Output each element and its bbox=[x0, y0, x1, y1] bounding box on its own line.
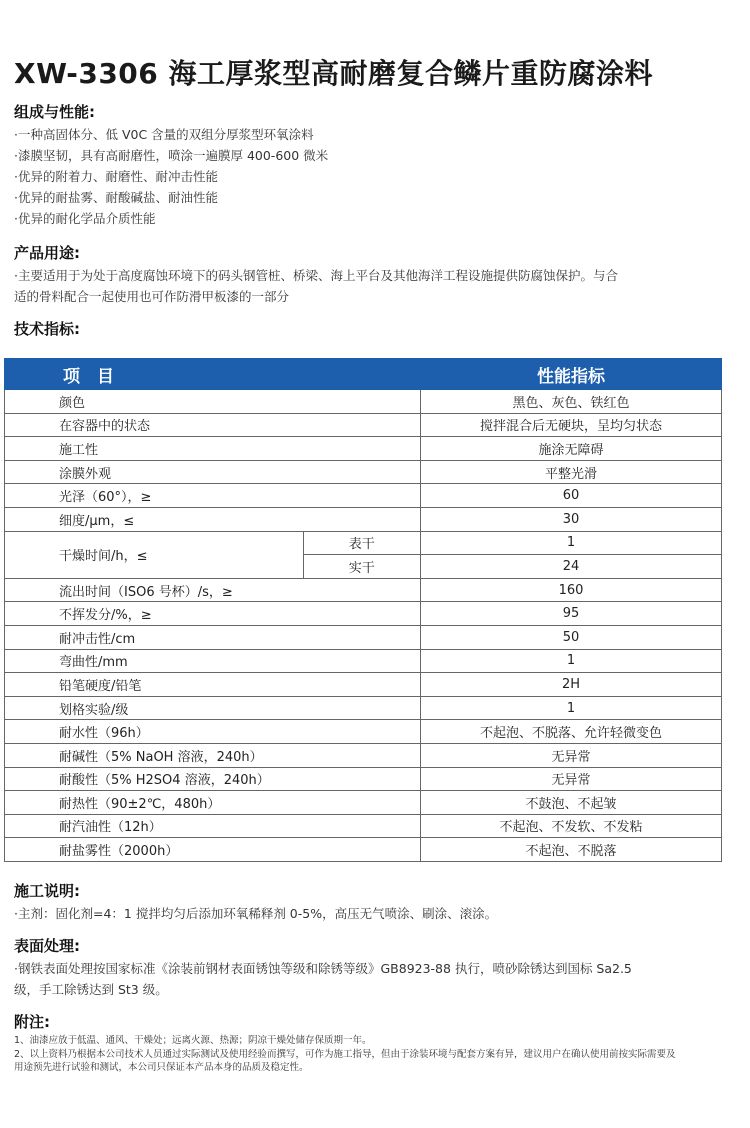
value-cell: 不起泡、不脱落 bbox=[421, 838, 722, 862]
value-cell: 1 bbox=[421, 696, 722, 720]
usage-line: ·主要适用于为处于高度腐蚀环境下的码头钢管桩、桥梁、海上平台及其他海洋工程设施提供防腐蚀保护。与合 bbox=[14, 268, 618, 283]
value-cell: 1 bbox=[421, 531, 722, 555]
value-cell: 施涂无障碍 bbox=[421, 437, 722, 461]
notes-text bbox=[14, 1034, 734, 1075]
notes-heading: 附注: bbox=[14, 1013, 50, 1031]
value-cell: 搅拌混合后无硬块，呈均匀状态 bbox=[421, 413, 722, 437]
table-row bbox=[5, 649, 722, 673]
application-text bbox=[14, 903, 497, 924]
table-row bbox=[5, 743, 722, 767]
item-cell: 细度/μm，≤ bbox=[5, 507, 421, 531]
table-row bbox=[5, 484, 722, 508]
item-cell: 耐水性（96h） bbox=[5, 720, 421, 744]
value-cell: 160 bbox=[421, 578, 722, 602]
value-cell: 60 bbox=[421, 484, 722, 508]
note-line: 2、以上资料乃根据本公司技术人员通过实际测试及使用经验而撰写，可作为施工指导，但由于涂装环境与配套方案有异，建议用户在确认使用前按实际需要及 bbox=[14, 1048, 676, 1060]
application-heading: 施工说明: bbox=[14, 882, 80, 900]
application-line: ·主剂：固化剂=4：1 搅拌均匀后添加环氧稀释剂 0-5%，高压无气喷涂、刷涂、滚涂。 bbox=[14, 906, 498, 921]
table-row bbox=[5, 437, 722, 461]
surface-text bbox=[14, 958, 632, 1000]
usage-heading: 产品用途: bbox=[14, 244, 80, 262]
item-cell: 耐碱性（5% NaOH 溶液，240h） bbox=[5, 743, 421, 767]
list-item: ·优异的耐化学品介质性能 bbox=[14, 211, 156, 226]
spec-heading: 技术指标: bbox=[14, 320, 80, 338]
item-cell: 涂膜外观 bbox=[5, 460, 421, 484]
table-row bbox=[5, 720, 722, 744]
value-cell: 不鼓泡、不起皱 bbox=[421, 791, 722, 815]
value-cell: 黑色、灰色、铁红色 bbox=[421, 390, 722, 414]
table-row bbox=[5, 673, 722, 697]
table-row bbox=[5, 767, 722, 791]
value-cell: 95 bbox=[421, 602, 722, 626]
column-header-item: 项 目 bbox=[5, 359, 421, 390]
value-cell: 无异常 bbox=[421, 743, 722, 767]
value-cell: 24 bbox=[421, 555, 722, 579]
item-cell: 在容器中的状态 bbox=[5, 413, 421, 437]
spec-table bbox=[4, 358, 722, 862]
table-row bbox=[5, 602, 722, 626]
column-header-value: 性能指标 bbox=[421, 359, 722, 390]
item-cell: 弯曲性/mm bbox=[5, 649, 421, 673]
table-row bbox=[5, 413, 722, 437]
table-row bbox=[5, 531, 722, 555]
item-cell: 划格实验/级 bbox=[5, 696, 421, 720]
value-cell: 不起泡、不脱落、允许轻微变色 bbox=[421, 720, 722, 744]
page-title: XW-3306 海工厚浆型高耐磨复合鳞片重防腐涂料 bbox=[14, 57, 654, 90]
item-cell: 耐汽油性（12h） bbox=[5, 814, 421, 838]
list-item: ·漆膜坚韧，具有高耐磨性，喷涂一遍膜厚 400-600 微米 bbox=[14, 148, 329, 163]
usage-text bbox=[14, 265, 618, 307]
surface-line: 级，手工除锈达到 St3 级。 bbox=[14, 982, 168, 997]
usage-line: 适的骨料配合一起使用也可作防滑甲板漆的一部分 bbox=[14, 289, 290, 304]
item-cell: 耐热性（90±2℃，480h） bbox=[5, 791, 421, 815]
value-cell: 30 bbox=[421, 507, 722, 531]
table-row bbox=[5, 390, 722, 414]
table-header-row bbox=[5, 359, 722, 390]
surface-line: ·钢铁表面处理按国家标准《涂装前钢材表面锈蚀等级和除锈等级》GB8923-88 执行，喷砂除锈达到国标 Sa2.5 bbox=[14, 961, 632, 976]
item-cell: 施工性 bbox=[5, 437, 421, 461]
note-line: 用途预先进行试验和测试，本公司只保证本产品本身的品质及稳定性。 bbox=[14, 1062, 309, 1073]
item-cell: 铅笔硬度/铅笔 bbox=[5, 673, 421, 697]
table-row bbox=[5, 507, 722, 531]
item-cell: 光泽（60°），≥ bbox=[5, 484, 421, 508]
value-cell: 无异常 bbox=[421, 767, 722, 791]
value-cell: 不起泡、不发软、不发粘 bbox=[421, 814, 722, 838]
item-cell: 不挥发分/%，≥ bbox=[5, 602, 421, 626]
table-row bbox=[5, 791, 722, 815]
composition-heading: 组成与性能: bbox=[14, 103, 95, 121]
item-cell: 颜色 bbox=[5, 390, 421, 414]
sub-item-cell: 实干 bbox=[303, 555, 420, 579]
value-cell: 2H bbox=[421, 673, 722, 697]
item-cell: 耐冲击性/cm bbox=[5, 625, 421, 649]
table-row bbox=[5, 625, 722, 649]
value-cell: 平整光滑 bbox=[421, 460, 722, 484]
item-cell: 耐盐雾性（2000h） bbox=[5, 838, 421, 862]
table-row bbox=[5, 696, 722, 720]
surface-heading: 表面处理: bbox=[14, 937, 80, 955]
list-item: ·一种高固体分、低 V0C 含量的双组分厚浆型环氧涂料 bbox=[14, 127, 314, 142]
table-row bbox=[5, 578, 722, 602]
table-row bbox=[5, 838, 722, 862]
sub-item-cell: 表干 bbox=[303, 531, 420, 555]
note-line: 1、油漆应放于低温、通风、干燥处；远离火源、热源；阴凉干燥处储存保质期一年。 bbox=[14, 1035, 372, 1046]
value-cell: 50 bbox=[421, 625, 722, 649]
table-row bbox=[5, 460, 722, 484]
item-cell: 干燥时间/h，≤ bbox=[5, 531, 304, 578]
composition-list bbox=[14, 124, 328, 229]
list-item: ·优异的附着力、耐磨性、耐冲击性能 bbox=[14, 169, 218, 184]
item-cell: 耐酸性（5% H2SO4 溶液，240h） bbox=[5, 767, 421, 791]
list-item: ·优异的耐盐雾、耐酸碱盐、耐油性能 bbox=[14, 190, 218, 205]
item-cell: 流出时间（ISO6 号杯）/s，≥ bbox=[5, 578, 421, 602]
table-row bbox=[5, 814, 722, 838]
value-cell: 1 bbox=[421, 649, 722, 673]
